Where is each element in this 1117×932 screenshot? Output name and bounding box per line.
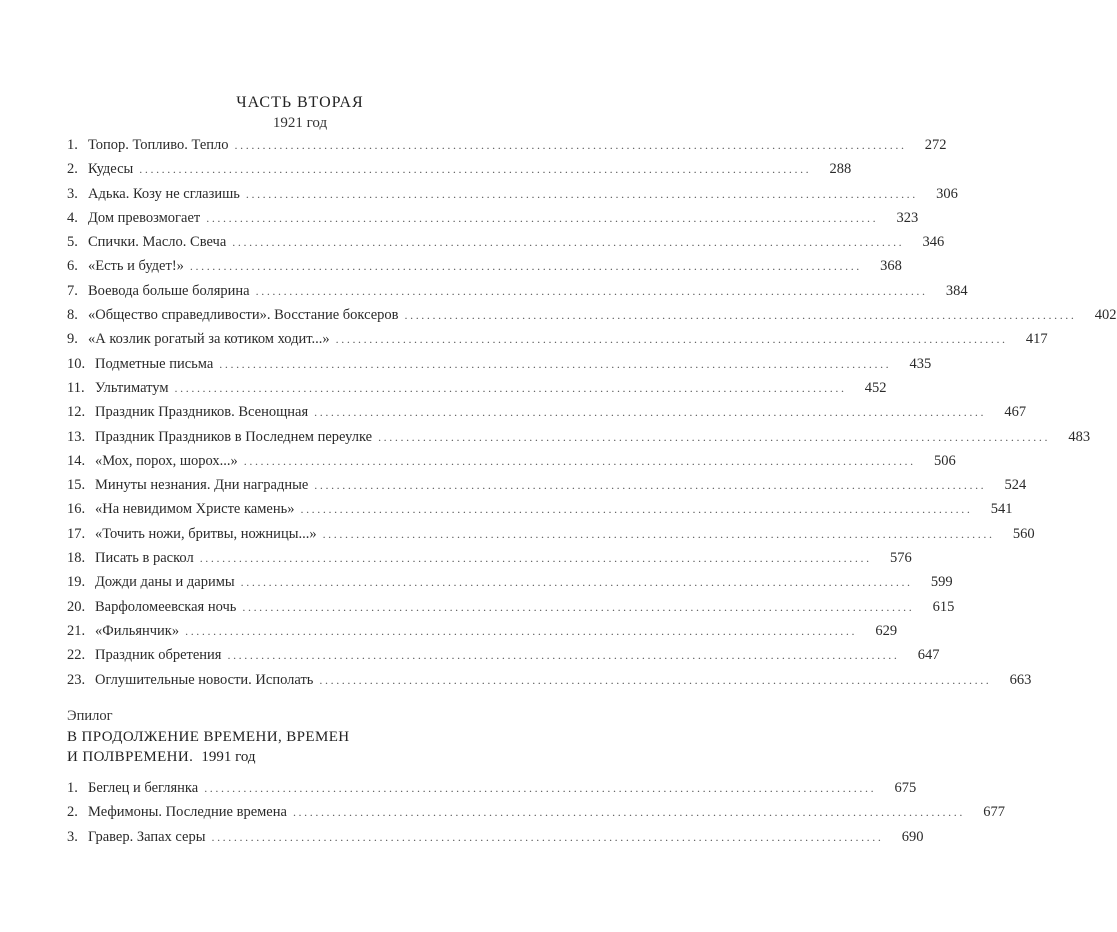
entry-page-number: 663	[1009, 671, 1032, 688]
leader-dots: ........................................................................................................................	[240, 575, 913, 590]
entry-title: «Общество справедливости». Восстание боксеров	[88, 307, 399, 324]
entry-page-number: 384	[945, 282, 968, 299]
toc-entry[interactable]	[67, 622, 898, 647]
leader-dots: ........................................................................................................................	[219, 356, 892, 371]
entry-title: Праздник Праздников в Последнем переулке	[95, 428, 373, 445]
entry-title: Дом превозмогает	[88, 209, 201, 226]
entry-number: 6.	[67, 258, 78, 275]
leader-dots: ........................................................................................................................	[206, 210, 879, 225]
entry-title: Дожди даны и даримы	[95, 574, 235, 591]
entry-number: 11.	[67, 379, 85, 396]
entry-title: Праздник обретения	[95, 647, 222, 664]
leader-dots: ........................................................................................................................	[300, 502, 973, 517]
entry-title: «Есть и будет!»	[88, 258, 184, 275]
entry-title: «Фильянчик»	[95, 622, 180, 639]
entry-title: Кудесы	[88, 161, 134, 178]
entry-page-number: 452	[864, 379, 887, 396]
entry-title: «А козлик рогатый за котиком ходит...»	[88, 331, 330, 348]
leader-dots: ........................................................................................................................	[322, 526, 995, 541]
toc-entry[interactable]	[67, 550, 912, 574]
leader-dots: ........................................................................................................................	[189, 259, 862, 274]
leader-dots: ........................................................................................................................	[243, 453, 916, 468]
leader-dots: ........................................................................................................................	[314, 478, 987, 493]
toc-entry[interactable]	[67, 598, 955, 623]
entry-number: 1.	[67, 780, 78, 796]
entry-page-number: 576	[889, 550, 912, 567]
entry-page-number: 323	[896, 209, 919, 226]
toc-entry[interactable]	[67, 209, 919, 234]
entry-title: Варфоломеевская ночь	[95, 598, 237, 615]
leader-dots: ........................................................................................................................	[378, 429, 1051, 444]
leader-dots: ........................................................................................................................	[185, 623, 858, 638]
leader-dots: ........................................................................................................................	[404, 308, 1077, 323]
epilogue-year: 1991 год	[201, 749, 256, 765]
toc-entry[interactable]	[67, 307, 1117, 331]
entry-number: 14.	[67, 452, 86, 469]
entry-page-number: 506	[934, 452, 956, 469]
entry-page-number: 677	[983, 804, 1005, 821]
entry-title: Подметные письма	[95, 355, 214, 372]
entry-number: 10.	[67, 355, 86, 372]
entry-title: Воевода больше болярина	[88, 282, 250, 299]
leader-dots: ........................................................................................................................	[292, 805, 965, 820]
leader-dots: ........................................................................................................................	[199, 551, 872, 566]
entry-number: 12.	[67, 404, 86, 421]
entry-title: «На невидимом Христе камень»	[95, 501, 295, 518]
toc-entry[interactable]	[67, 780, 917, 804]
entry-number: 3.	[67, 185, 78, 202]
entry-number: 2.	[67, 804, 78, 821]
entry-title: Спички. Масло. Свеча	[88, 234, 227, 251]
toc-entry[interactable]	[67, 282, 968, 307]
toc-entry[interactable]	[67, 185, 958, 210]
entry-number: 20.	[67, 598, 86, 615]
entry-page-number: 435	[909, 355, 932, 372]
leader-dots: ........................................................................................................................	[319, 672, 992, 687]
toc-epilogue	[67, 780, 1005, 853]
toc-entry[interactable]	[67, 428, 1091, 453]
toc-entry[interactable]	[67, 525, 1035, 550]
entry-number: 9.	[67, 331, 78, 348]
toc-entry[interactable]	[67, 331, 1048, 355]
toc-entry[interactable]	[67, 804, 1005, 828]
leader-dots: ........................................................................................................................	[232, 235, 905, 250]
epilogue-title-line1: В ПРОДОЛЖЕНИЕ ВРЕМЕНИ, ВРЕМЕН	[67, 729, 350, 745]
entry-title: Мефимоны. Последние времена	[88, 804, 287, 821]
toc-entry[interactable]	[67, 477, 1027, 501]
toc-entry[interactable]	[67, 501, 1013, 525]
entry-number: 21.	[67, 622, 86, 639]
entry-number: 5.	[67, 234, 78, 251]
entry-title: Минуты незнания. Дни наградные	[95, 477, 309, 494]
entry-number: 7.	[67, 282, 78, 299]
entry-title: Топор. Топливо. Тепло	[88, 137, 229, 153]
leader-dots: ........................................................................................................................	[204, 781, 877, 795]
entry-page-number: 483	[1068, 428, 1091, 445]
entry-number: 13.	[67, 428, 86, 445]
entry-page-number: 346	[922, 234, 945, 251]
toc-entry[interactable]	[67, 647, 940, 671]
entry-page-number: 647	[917, 647, 940, 664]
epilogue-title	[67, 727, 350, 767]
entry-page-number: 524	[1004, 477, 1027, 494]
epilogue-label: Эпилог	[67, 708, 113, 724]
leader-dots: ........................................................................................................................	[242, 599, 915, 614]
leader-dots: ........................................................................................................................	[314, 405, 987, 420]
toc-entry[interactable]	[67, 161, 852, 185]
entry-page-number: 467	[1004, 404, 1027, 421]
toc-entry[interactable]	[67, 404, 1027, 428]
entry-number: 2.	[67, 161, 78, 178]
entry-number: 15.	[67, 477, 86, 494]
entry-number: 3.	[67, 828, 78, 845]
entry-title: Праздник Праздников. Всенощная	[95, 404, 309, 421]
entry-title: Беглец и беглянка	[88, 780, 199, 796]
entry-page-number: 560	[1012, 525, 1035, 542]
toc-entry[interactable]	[67, 379, 887, 404]
entry-title: Оглушительные новости. Исполать	[95, 671, 314, 688]
toc-entry[interactable]	[67, 452, 956, 477]
entry-page-number: 675	[894, 780, 917, 796]
entry-title: Гравер. Запах серы	[88, 828, 206, 845]
leader-dots: ........................................................................................................................	[211, 829, 884, 844]
toc-entry[interactable]	[67, 671, 1032, 696]
entry-number: 8.	[67, 307, 78, 324]
entry-title: Писать в раскол	[95, 550, 194, 567]
entry-number: 17.	[67, 525, 86, 542]
toc-entry[interactable]	[67, 258, 902, 282]
toc-part-two	[67, 137, 1117, 696]
leader-dots: ........................................................................................................................	[255, 283, 928, 298]
leader-dots: ........................................................................................................................	[174, 380, 847, 395]
leader-dots: ........................................................................................................................	[234, 138, 907, 152]
entry-page-number: 629	[875, 622, 898, 639]
entry-title: «Точить ножи, бритвы, ножницы...»	[95, 525, 317, 542]
toc-entry[interactable]	[67, 355, 932, 380]
entry-page-number: 288	[829, 161, 852, 178]
leader-dots: ........................................................................................................................	[139, 162, 812, 177]
entry-page-number: 306	[936, 185, 958, 202]
toc-entry[interactable]	[67, 137, 947, 161]
entry-title: «Мох, порох, шорох...»	[95, 452, 238, 469]
entry-page-number: 272	[924, 137, 947, 153]
entry-page-number: 690	[901, 828, 924, 845]
epilogue-title-line2: И ПОЛВРЕМЕНИ.	[67, 749, 194, 765]
entry-number: 1.	[67, 137, 78, 153]
entry-page-number: 599	[930, 574, 953, 591]
entry-number: 4.	[67, 209, 78, 226]
entry-page-number: 541	[990, 501, 1013, 518]
entry-page-number: 368	[880, 258, 902, 275]
entry-page-number: 417	[1025, 331, 1048, 348]
entry-number: 19.	[67, 574, 86, 591]
entry-number: 18.	[67, 550, 86, 567]
toc-entry[interactable]	[67, 828, 924, 853]
leader-dots: ........................................................................................................................	[335, 332, 1008, 347]
entry-number: 23.	[67, 671, 86, 688]
part-year: 1921 год	[272, 115, 328, 131]
entry-page-number: 615	[932, 598, 955, 615]
toc-entry[interactable]	[67, 574, 953, 598]
entry-number: 16.	[67, 501, 86, 518]
leader-dots: ........................................................................................................................	[245, 186, 918, 201]
toc-entry[interactable]	[67, 234, 945, 258]
entry-page-number: 402	[1094, 307, 1117, 324]
part-title: ЧАСТЬ ВТОРАЯ	[236, 94, 364, 111]
entry-title: Ультиматум	[95, 379, 169, 396]
leader-dots: ........................................................................................................................	[227, 648, 900, 663]
entry-number: 22.	[67, 647, 86, 664]
entry-title: Адька. Козу не сглазишь	[88, 185, 240, 202]
